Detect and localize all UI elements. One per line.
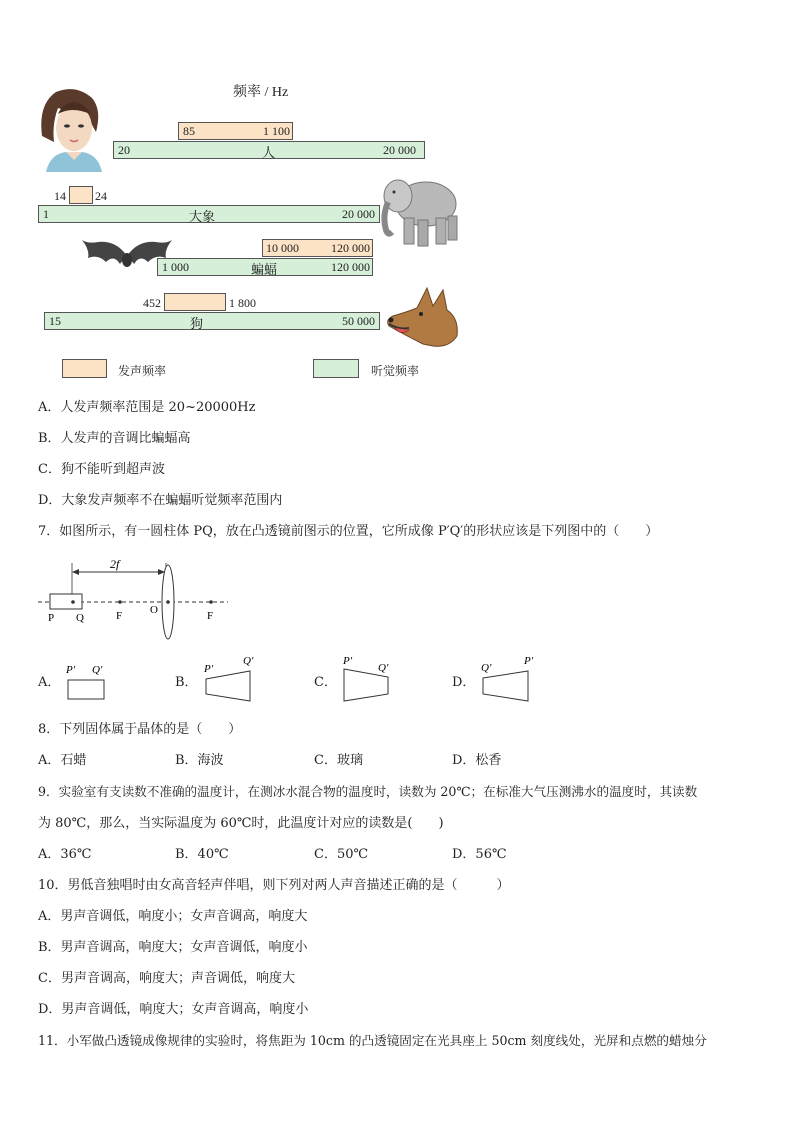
q7-d-q: Q′ bbox=[481, 662, 492, 674]
q7-option-d-shape bbox=[476, 652, 542, 704]
bat-hear-min: 1 000 bbox=[162, 260, 189, 274]
q9-option-c: C．50℃ bbox=[314, 847, 369, 862]
q9-option-a: A．36℃ bbox=[38, 847, 92, 862]
q10-option-a: A．男声音调低，响度小；女声音调高，响度大 bbox=[38, 909, 308, 924]
q6-option-b: B．人发声的音调比蝙蝠高 bbox=[38, 431, 191, 446]
q9-option-d: D．56℃ bbox=[452, 847, 507, 862]
q7-p-label: P bbox=[48, 612, 55, 624]
q7-dist-label: 2f bbox=[110, 557, 120, 571]
bat-voice-min: 10 000 bbox=[266, 241, 299, 255]
human-voice-bar bbox=[178, 122, 293, 140]
elephant-hear-min: 1 bbox=[43, 207, 49, 221]
q8-option-d: D．松香 bbox=[452, 753, 502, 768]
q7-b-p: P′ bbox=[204, 663, 214, 675]
legend-hearing-swatch bbox=[313, 359, 359, 378]
dog-icon bbox=[383, 284, 463, 348]
legend-voice-label: 发声频率 bbox=[118, 364, 167, 378]
q10-option-b: B．男声音调高，响度大；女声音调低，响度小 bbox=[38, 940, 308, 955]
human-voice-max: 1 100 bbox=[263, 124, 290, 138]
elephant-hearing-bar bbox=[38, 205, 380, 223]
q7-stem: 7．如图所示，有一圆柱体 PQ，放在凸透镜前图示的位置，它所成像 P′Q′的形状应该是下列图中的（ ） bbox=[38, 524, 659, 539]
bat-hearing-bar bbox=[157, 258, 373, 276]
human-hear-min: 20 bbox=[118, 143, 130, 157]
elephant-voice-bar bbox=[69, 186, 93, 204]
dog-voice-max: 1 800 bbox=[229, 296, 256, 310]
q7-q-label: Q bbox=[76, 612, 84, 624]
q9-stem-line2: 为 80℃，那么，当实际温度为 60℃时，此温度计对应的读数是( ) bbox=[38, 816, 444, 831]
legend-hearing-label: 听觉频率 bbox=[371, 364, 420, 378]
human-hear-max: 20 000 bbox=[383, 143, 416, 157]
q7-option-c-label: C． bbox=[314, 675, 337, 690]
q7-c-p: P′ bbox=[343, 655, 353, 667]
q8-option-b: B．海波 bbox=[175, 753, 224, 768]
bat-voice-max: 120 000 bbox=[331, 241, 370, 255]
q7-a-q: Q′ bbox=[92, 664, 103, 676]
q7-o-label: O bbox=[150, 604, 158, 616]
q7-option-d-label: D． bbox=[452, 675, 476, 690]
q8-stem: 8．下列固体属于晶体的是（ ） bbox=[38, 722, 242, 737]
q9-stem-line1: 9．实验室有支读数不准确的温度计，在测冰水混合物的温度时，读数为 20℃；在标准大气压测沸水的温度时，其读数 bbox=[38, 784, 698, 799]
q10-option-d: D．男声音调低，响度大；女声音调高，响度小 bbox=[38, 1002, 309, 1017]
woman-face-icon bbox=[36, 84, 108, 172]
q6-option-c: C．狗不能听到超声波 bbox=[38, 462, 165, 477]
human-name: 人 bbox=[262, 145, 276, 160]
elephant-hear-max: 20 000 bbox=[342, 207, 375, 221]
q7-option-a-shape bbox=[62, 656, 112, 704]
q7-option-b-shape bbox=[199, 652, 259, 704]
q7-f2-label: F bbox=[207, 610, 214, 622]
human-hearing-bar bbox=[113, 141, 425, 159]
q10-option-c: C．男声音调高，响度大；声音调低，响度大 bbox=[38, 971, 295, 986]
q7-lens-diagram bbox=[38, 555, 238, 640]
q6-option-a: A．人发声频率范围是 20~20000Hz bbox=[38, 400, 256, 415]
bat-name: 蝙蝠 bbox=[251, 262, 278, 277]
q7-option-b-label: B． bbox=[175, 675, 198, 690]
dog-name: 狗 bbox=[190, 316, 204, 331]
bat-hear-max: 120 000 bbox=[331, 260, 370, 274]
legend-voice-swatch bbox=[62, 359, 107, 378]
q8-option-a: A．石蜡 bbox=[38, 753, 87, 768]
elephant-icon bbox=[378, 170, 464, 250]
dog-hearing-bar bbox=[44, 312, 380, 330]
human-voice-min: 85 bbox=[183, 124, 195, 138]
q7-a-p: P′ bbox=[66, 664, 76, 676]
q10-stem: 10．男低音独唱时由女高音轻声伴唱，则下列对两人声音描述正确的是（ ） bbox=[38, 878, 510, 893]
frequency-chart bbox=[0, 0, 794, 395]
q7-option-a-label: A． bbox=[38, 675, 61, 690]
elephant-voice-max: 24 bbox=[95, 189, 107, 203]
q7-d-p: P′ bbox=[524, 655, 534, 667]
q7-c-q: Q′ bbox=[378, 662, 389, 674]
bat-voice-bar bbox=[262, 239, 373, 257]
q7-option-c-shape bbox=[338, 652, 398, 704]
q7-f1-label: F bbox=[116, 610, 123, 622]
q11-stem: 11．小军做凸透镜成像规律的实验时，将焦距为 10cm 的凸透镜固定在光具座上 50cm 刻度线处，光屏和点燃的蜡烛分 bbox=[38, 1033, 707, 1048]
dog-hear-min: 15 bbox=[49, 314, 61, 328]
chart-title: 频率 / Hz bbox=[233, 85, 289, 100]
q6-option-d: D．大象发声频率不在蝙蝠听觉频率范围内 bbox=[38, 493, 283, 508]
q9-option-b: B．40℃ bbox=[175, 847, 229, 862]
elephant-name: 大象 bbox=[189, 209, 216, 224]
dog-hear-max: 50 000 bbox=[342, 314, 375, 328]
q8-option-c: C．玻璃 bbox=[314, 753, 363, 768]
dog-voice-min: 452 bbox=[143, 296, 161, 310]
dog-voice-bar bbox=[164, 293, 226, 311]
q7-b-q: Q′ bbox=[243, 655, 254, 667]
elephant-voice-min: 14 bbox=[54, 189, 66, 203]
